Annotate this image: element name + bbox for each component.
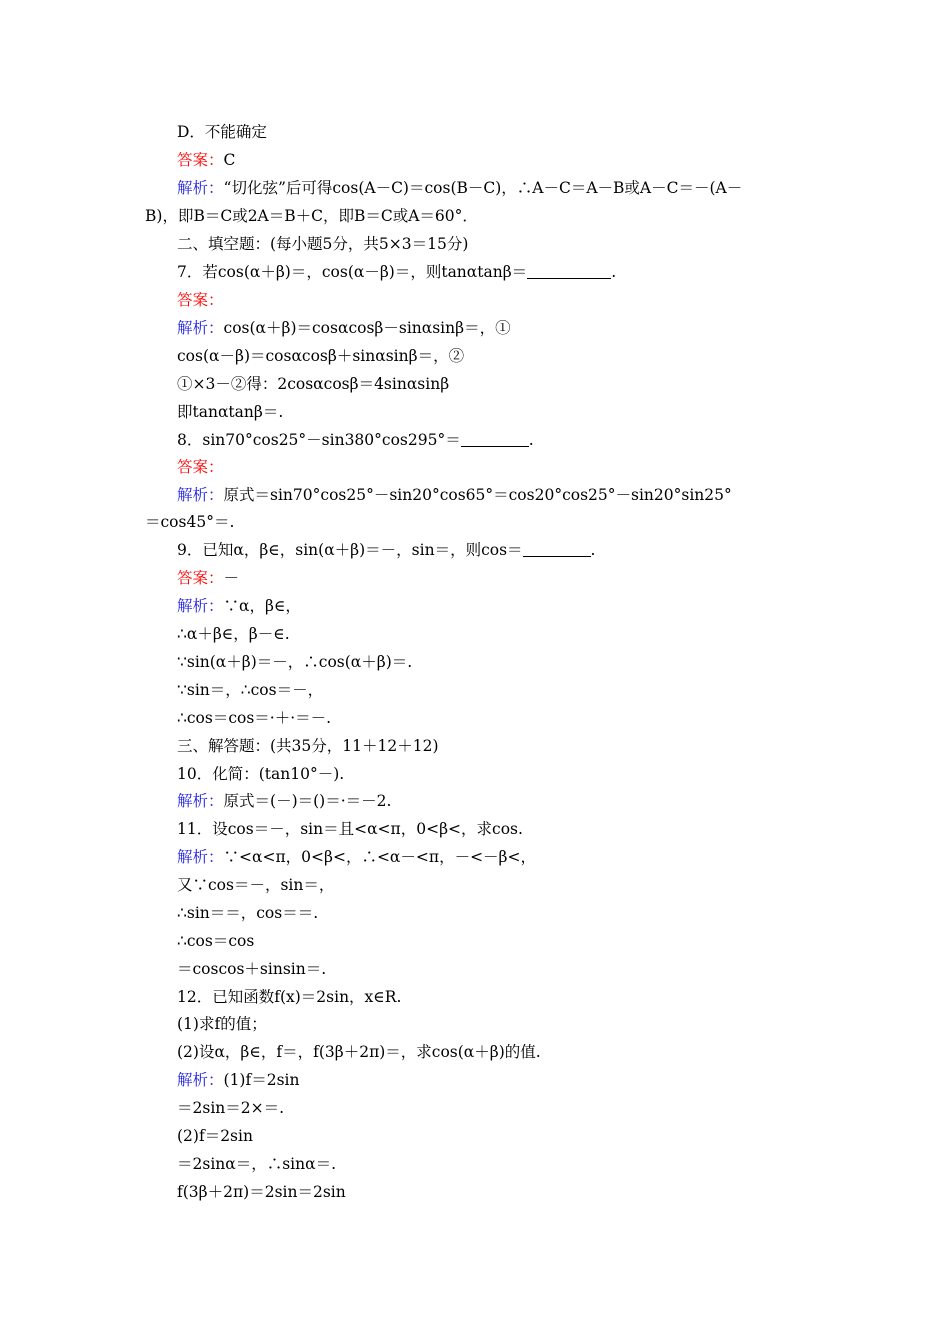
analysis-line bbox=[177, 318, 511, 338]
question-text: 9．已知α，β∈，sin(α＋β)＝－，sin＝，则cos＝ bbox=[177, 541, 523, 559]
question-text: 7．若cos(α＋β)＝，cos(α－β)＝，则tanαtanβ＝ bbox=[177, 263, 528, 281]
analysis-text: ∵<α<π，0<β<，∴<α－<π，－<－β<， bbox=[223, 848, 537, 866]
analysis-label: 解析： bbox=[177, 848, 224, 866]
text-line: ∴cos＝cos＝·＋·＝－. bbox=[177, 709, 332, 727]
text-line: ∴cos＝cos bbox=[177, 932, 255, 950]
answer-line bbox=[177, 150, 235, 170]
analysis-line bbox=[177, 596, 301, 616]
analysis-line bbox=[177, 847, 536, 867]
text-line: ＝2sin＝2×＝. bbox=[177, 1099, 285, 1117]
section-heading: 三、解答题：(共35分，11＋12＋12) bbox=[177, 737, 439, 755]
section-heading: 二、填空题：(每小题5分，共5×3＝15分) bbox=[177, 235, 469, 253]
analysis-label: 解析： bbox=[177, 319, 224, 337]
analysis-text: 原式＝sin70°cos25°－sin20°cos65°＝cos20°cos25°－sin20°sin25° bbox=[223, 486, 732, 504]
analysis-text: cos(α＋β)＝cosαcosβ－sinαsinβ＝，① bbox=[223, 319, 511, 337]
text-line: ∵sin(α＋β)＝－，∴cos(α＋β)＝. bbox=[177, 653, 413, 671]
question-end: . bbox=[590, 541, 596, 559]
text-line: ①×3－②得：2cosαcosβ＝4sinαsinβ bbox=[177, 375, 450, 393]
question-12: 12．已知函数f(x)＝2sin，x∈R. bbox=[177, 988, 402, 1006]
question-11: 11．设cos＝－，sin＝且<α<π，0<β<，求cos. bbox=[177, 820, 523, 838]
analysis-line bbox=[177, 178, 742, 198]
analysis-label: 解析： bbox=[177, 792, 224, 810]
answer-blank bbox=[527, 263, 611, 279]
answer-line bbox=[177, 568, 239, 588]
answer-label: 答案： bbox=[177, 151, 224, 169]
text-line: f(3β＋2π)＝2sin＝2sin bbox=[177, 1183, 346, 1201]
answer-blank bbox=[523, 541, 591, 557]
analysis-text: “切化弦”后可得cos(A－C)＝cos(B－C)，∴A－C＝A－B或A－C＝－(A－ bbox=[223, 179, 743, 197]
text-line: B)，即B＝C或2A＝B＋C，即B＝C或A＝60°． bbox=[145, 207, 478, 225]
analysis-text: 原式＝(－)＝()＝·＝－2. bbox=[223, 792, 392, 810]
answer-value: － bbox=[223, 569, 240, 587]
text-line: cos(α－β)＝cosαcosβ＋sinαsinβ＝，② bbox=[177, 347, 465, 365]
answer-blank bbox=[461, 431, 529, 447]
analysis-line bbox=[177, 485, 732, 505]
question-text: 8．sin70°cos25°－sin380°cos295°＝ bbox=[177, 431, 461, 449]
text-line: ＝2sinα＝，∴sinα＝. bbox=[177, 1155, 337, 1173]
text-line: ∵sin＝，∴cos＝－， bbox=[177, 681, 324, 699]
analysis-text: (1)f＝2sin bbox=[223, 1071, 300, 1089]
question-7 bbox=[177, 262, 616, 282]
analysis-label: 解析： bbox=[177, 179, 224, 197]
analysis-label: 解析： bbox=[177, 486, 224, 504]
answer-label: 答案： bbox=[177, 291, 224, 309]
analysis-label: 解析： bbox=[177, 1071, 224, 1089]
text-line: ＝coscos＋sinsin＝. bbox=[177, 960, 327, 978]
option-d: D．不能确定 bbox=[177, 123, 267, 141]
question-9 bbox=[177, 540, 595, 560]
answer-line bbox=[177, 290, 224, 310]
text-line: 即tanαtanβ＝. bbox=[177, 403, 284, 421]
question-end: . bbox=[528, 431, 534, 449]
answer-line bbox=[177, 457, 224, 477]
text-line: ∴α＋β∈，β－∈. bbox=[177, 625, 290, 643]
answer-value: C bbox=[223, 151, 236, 169]
analysis-label: 解析： bbox=[177, 597, 224, 615]
question-end: . bbox=[611, 263, 617, 281]
question-8 bbox=[177, 430, 534, 450]
text-line: ∴sin＝＝，cos＝＝. bbox=[177, 904, 319, 922]
text-line: ＝cos45°＝. bbox=[145, 513, 235, 531]
question-10: 10．化简：(tan10°－). bbox=[177, 765, 345, 783]
analysis-line bbox=[177, 1070, 299, 1090]
text-line: (2)f＝2sin bbox=[177, 1127, 253, 1145]
question-part-2: (2)设α，β∈，f＝，f(3β＋2π)＝，求cos(α＋β)的值. bbox=[177, 1043, 541, 1061]
analysis-text: ∵α，β∈， bbox=[223, 597, 301, 615]
text-line: 又∵cos＝－，sin＝， bbox=[177, 876, 335, 894]
answer-label: 答案： bbox=[177, 569, 224, 587]
analysis-line bbox=[177, 791, 391, 811]
question-part-1: (1)求f的值； bbox=[177, 1015, 267, 1033]
answer-label: 答案： bbox=[177, 458, 224, 476]
